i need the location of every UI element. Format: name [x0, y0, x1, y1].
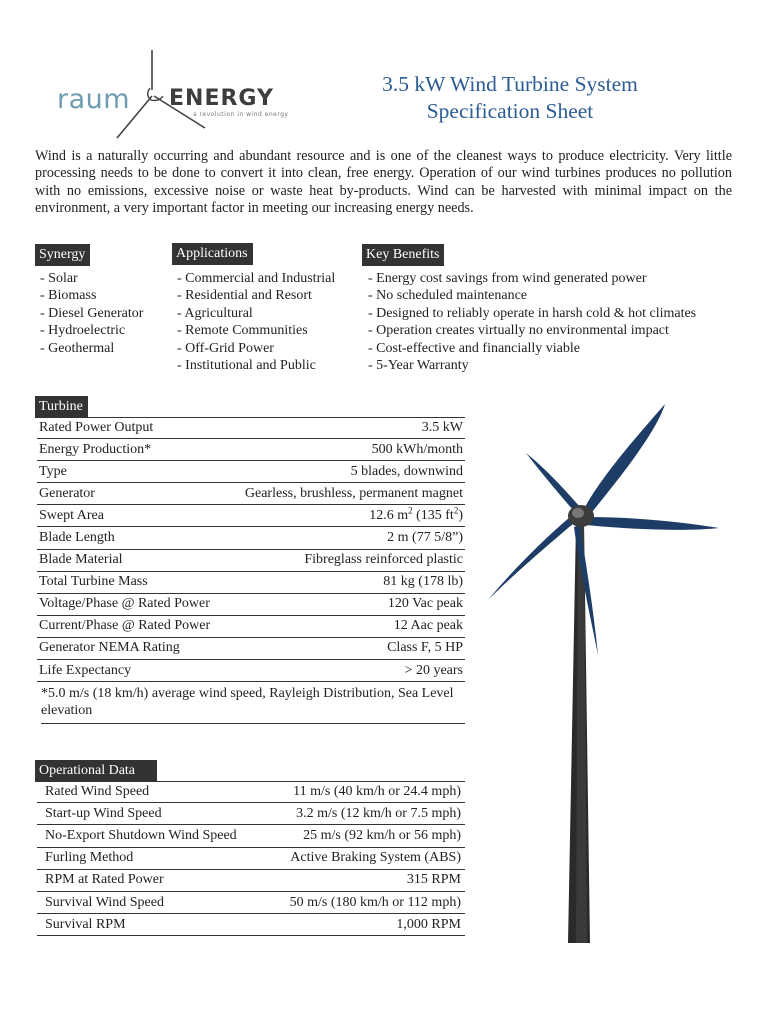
spec-label: Swept Area	[39, 507, 104, 523]
benefit-item: - Operation creates virtually no environmental impact	[368, 323, 669, 339]
spec-value: 50 m/s (180 km/h or 112 mph)	[289, 894, 461, 910]
application-item: - Institutional and Public	[177, 358, 316, 374]
spec-value: Fibreglass reinforced plastic	[304, 552, 463, 568]
table-row	[37, 550, 465, 572]
page-title-line2: Specification Sheet	[426, 99, 594, 123]
spec-value: 3.2 m/s (12 km/h or 7.5 mph)	[296, 805, 461, 821]
turbine-heading: Turbine	[35, 396, 88, 418]
table-row	[37, 870, 465, 892]
applications-heading: Applications	[172, 243, 253, 265]
spec-value: 11 m/s (40 km/h or 24.4 mph)	[293, 784, 461, 800]
table-row	[37, 616, 465, 638]
spec-label: Generator NEMA Rating	[39, 640, 180, 656]
table-row	[37, 417, 465, 439]
synergy-item: - Diesel Generator	[40, 305, 144, 321]
application-item: - Residential and Resort	[177, 288, 312, 304]
table-row	[37, 527, 465, 549]
benefit-item: - Energy cost savings from wind generated power	[368, 271, 647, 286]
spec-label: Energy Production*	[39, 441, 152, 457]
benefit-item: - 5-Year Warranty	[368, 358, 469, 374]
table-row	[37, 572, 465, 594]
spec-label: Current/Phase @ Rated Power	[39, 618, 211, 634]
table-row	[37, 914, 465, 936]
spec-label: No-Export Shutdown Wind Speed	[45, 827, 237, 843]
spec-label: Rated Wind Speed	[45, 784, 150, 800]
table-row	[37, 638, 465, 660]
logo-tagline: a revolution in wind energy	[193, 111, 289, 118]
key-benefits-heading: Key Benefits	[362, 244, 444, 266]
table-row	[37, 594, 465, 616]
brand-logo	[55, 50, 295, 142]
application-item: - Remote Communities	[177, 323, 308, 339]
synergy-list	[40, 270, 143, 357]
spec-label: Generator	[39, 485, 95, 501]
synergy-item: - Biomass	[40, 288, 97, 304]
spec-value: > 20 years	[404, 662, 463, 678]
spec-value: 12 Aac peak	[393, 618, 463, 634]
spec-label: Start-up Wind Speed	[45, 805, 162, 821]
spec-value: 81 kg (178 lb)	[383, 574, 463, 590]
synergy-item: - Hydroelectric	[40, 323, 126, 339]
benefit-item: - Cost-effective and financially viable	[368, 340, 580, 356]
wind-turbine-image	[478, 395, 748, 945]
application-item: - Agricultural	[177, 305, 253, 321]
synergy-heading: Synergy	[35, 244, 90, 266]
key-benefits-list	[368, 270, 696, 374]
spec-label: Life Expectancy	[39, 662, 132, 678]
spec-label: Total Turbine Mass	[39, 574, 148, 590]
table-row	[37, 660, 465, 682]
intro-paragraph: Wind is a naturally occurring and abundant resource and is one of the cleanest ways to produce electricity. Very little processing needs to be done to convert it into clean, free energy. Operation of our wind turbines produces no pollution with no emissions, excessive noise or waste heat by-products. Wind can be harvested with minimal impact on the environment, a very important factor in meeting our increasing energy needs.	[35, 148, 732, 217]
spec-label: Blade Material	[39, 552, 123, 568]
spec-value: 315 RPM	[406, 872, 461, 888]
spec-value: 120 Vac peak	[387, 596, 463, 612]
spec-label: Type	[39, 463, 67, 479]
table-row	[37, 825, 465, 847]
operational-spec-table	[37, 781, 465, 936]
turbine-spec-table	[37, 417, 465, 682]
page-title-line1: 3.5 kW Wind Turbine System	[382, 72, 638, 96]
spec-value: 25 m/s (92 km/h or 56 mph)	[303, 827, 461, 843]
synergy-item: - Solar	[40, 271, 78, 286]
spec-value: 3.5 kW	[421, 420, 463, 436]
spec-label: RPM at Rated Power	[45, 872, 164, 888]
application-item: - Off-Grid Power	[177, 340, 274, 356]
table-row	[37, 892, 465, 914]
spec-value: 2 m (77 5/8”)	[387, 530, 463, 546]
logo-word-energy: ENERGY	[169, 86, 274, 111]
spec-label: Survival Wind Speed	[45, 894, 164, 910]
table-row	[37, 439, 465, 461]
spec-value: 1,000 RPM	[396, 916, 461, 932]
spec-value: 500 kWh/month	[371, 441, 463, 457]
spec-label: Rated Power Output	[39, 420, 154, 436]
spec-label: Survival RPM	[45, 916, 126, 932]
table-row	[37, 781, 465, 803]
benefit-item: - Designed to reliably operate in harsh cold & hot climates	[368, 305, 697, 321]
synergy-item: - Geothermal	[40, 340, 115, 356]
spec-value: Gearless, brushless, permanent magnet	[244, 485, 463, 501]
logo-word-raum: raum	[57, 84, 131, 115]
spec-value: 12.6 $m^2$ (135 $ft^2$)	[369, 505, 463, 523]
table-row	[37, 461, 465, 483]
spec-label: Blade Length	[39, 530, 115, 546]
benefit-item: - No scheduled maintenance	[368, 288, 527, 304]
spec-value: Class F, 5 HP	[387, 640, 463, 656]
operational-heading: Operational Data	[35, 760, 157, 782]
spec-value: 5 blades, downwind	[350, 463, 463, 479]
table-row	[37, 803, 465, 825]
applications-list	[177, 270, 335, 374]
application-item: - Commercial and Industrial	[177, 271, 336, 286]
table-row	[37, 505, 465, 527]
spec-label: Voltage/Phase @ Rated Power	[39, 596, 210, 612]
spec-label: Furling Method	[45, 850, 134, 866]
table-row	[37, 483, 465, 505]
table-row	[37, 848, 465, 870]
turbine-footnote: *5.0 m/s (18 km/h) average wind speed, Rayleigh Distribution, Sea Level elevation	[41, 685, 465, 724]
spec-value: Active Braking System (ABS)	[290, 850, 461, 866]
